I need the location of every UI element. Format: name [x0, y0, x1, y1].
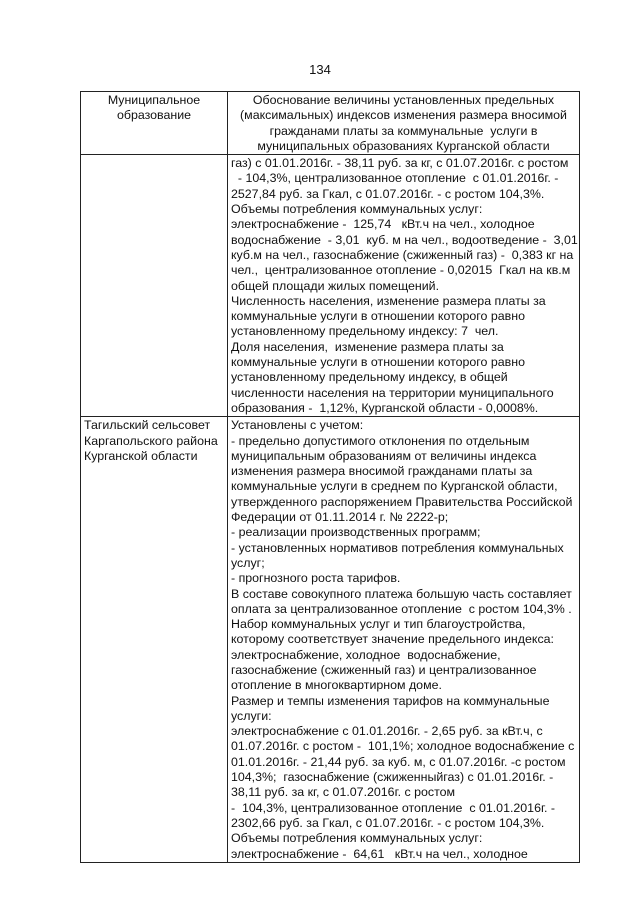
- municipality-cell: [81, 155, 228, 417]
- text-line: установленному предельному индексу: 7 чел.: [231, 324, 499, 339]
- table-row: [81, 417, 580, 863]
- text-line: утвержденного распоряжением Правительства Российской: [231, 494, 573, 509]
- text-line: - реализации производственных программ;: [231, 525, 481, 540]
- text-line: - прогнозного роста тарифов.: [231, 571, 401, 586]
- header-text: гражданами платы за коммунальные услуги в: [269, 123, 538, 138]
- text-line: электроснабжение, холодное водоснабжение,: [231, 647, 501, 662]
- text-line: которому соответствует значение предельного индекса:: [231, 632, 554, 647]
- text-line: - установленных нормативов потребления коммунальных: [231, 540, 564, 555]
- text-line: - 104,3%, централизованное отопление с 01.01.2016г. -: [231, 171, 559, 186]
- header-text: муниципальных образованиях Курганской области: [257, 138, 550, 153]
- text-line: В составе совокупного платежа большую часть составляет: [231, 586, 572, 601]
- text-line: газ) с 01.01.2016г. - 38,11 руб. за кг, с 01.07.2016г. с ростом: [231, 156, 569, 171]
- municipality-name: Тагильский сельсовет: [84, 418, 211, 433]
- table-row: [81, 155, 580, 417]
- text-line: общей площади жилых помещений.: [231, 278, 440, 293]
- header-text: Обоснование величины установленных предельных: [252, 93, 555, 107]
- justification-cell: [228, 155, 580, 417]
- text-line: куб.м на чел., газоснабжение (сжиженный газ) - 0,383 кг на: [231, 247, 574, 262]
- text-line: 104,3%; газоснабжение (сжиженныйгаз) с 01.01.2016г. -: [231, 770, 554, 785]
- text-line: Численность населения, изменение размера платы за: [231, 293, 546, 308]
- text-line: 2302,66 руб. за Гкал, с 01.07.2016г. - с ростом 104,3%.: [231, 815, 545, 830]
- text-line: Доля населения, изменение размера платы за: [231, 339, 504, 354]
- tariff-justification-table: [80, 91, 580, 863]
- text-line: электроснабжение с 01.01.2016г. - 2,65 руб. за кВт.ч, с: [231, 724, 543, 739]
- justification-cell: [228, 417, 580, 863]
- text-line: коммунальные услуги в среднем по Курганской области,: [231, 479, 558, 494]
- municipality-district: Каргапольского района: [84, 433, 218, 448]
- text-line: коммунальные услуги в отношении которого равно: [231, 355, 525, 370]
- municipality-region: Курганской области: [84, 448, 198, 463]
- text-line: изменения размера вносимой гражданами платы за: [231, 464, 533, 479]
- header-text: (максимальных) индексов изменения размера вносимой: [240, 108, 567, 123]
- text-line: отопление в многоквартирном доме.: [231, 678, 442, 693]
- text-line: 2527,84 руб. за Гкал, с 01.07.2016г. - с ростом 104,3%.: [231, 186, 545, 201]
- text-line: 38,11 руб. за кг, с 01.07.2016г. с ростом: [231, 785, 456, 800]
- text-line: 01.07.2016г. с ростом - 101,1%; холодное водоснабжение с: [231, 739, 575, 754]
- header-text: образование: [116, 108, 192, 123]
- header-justification: [228, 92, 580, 155]
- text-line: коммунальные услуги в отношении которого равно: [231, 309, 525, 324]
- text-line: услуг;: [231, 555, 265, 570]
- table-header-row: [81, 92, 580, 155]
- header-text: Муниципальное: [107, 93, 201, 107]
- text-line: электроснабжение - 125,74 кВт.ч на чел., холодное: [231, 217, 535, 232]
- header-municipality: [81, 92, 228, 155]
- text-line: Размер и темпы изменения тарифов на коммунальные: [231, 693, 550, 708]
- text-line: электроснабжение - 64,61 кВт.ч на чел., холодное: [231, 846, 528, 861]
- text-line: образования - 1,12%, Курганской области - 0,0008%.: [231, 400, 539, 415]
- text-line: водоснабжение - 3,01 куб. м на чел., водоотведение - 3,01: [231, 232, 578, 247]
- text-line: Набор коммунальных услуг и тип благоустройства,: [231, 617, 526, 632]
- text-line: численности населения на территории муниципального: [231, 385, 554, 400]
- text-line: услуги:: [231, 708, 272, 723]
- text-line: оплата за централизованное отопление с ростом 104,3% .: [231, 601, 572, 616]
- text-line: 01.01.2016г. - 21,44 руб. за куб. м, с 01.07.2016г. -с ростом: [231, 754, 566, 769]
- text-line: Федерации от 01.11.2014 г. № 2222-р;: [231, 510, 449, 525]
- text-line: Установлены с учетом:: [231, 418, 364, 433]
- municipality-cell: [81, 417, 228, 863]
- text-line: - предельно допустимого отклонения по отдельным: [231, 433, 530, 448]
- text-line: установленному предельному индексу, в общей: [231, 370, 508, 385]
- text-line: газоснабжение (сжиженный газ) и централизованное: [231, 662, 537, 677]
- text-line: Объемы потребления коммунальных услуг:: [231, 831, 483, 846]
- text-line: чел., централизованное отопление - 0,02015 Гкал на кв.м: [231, 263, 571, 278]
- text-line: Объемы потребления коммунальных услуг:: [231, 202, 483, 217]
- page-number: 134: [309, 62, 331, 77]
- text-line: муниципальным образованиям от величины индекса: [231, 448, 537, 463]
- text-line: - 104,3%, централизованное отопление с 01.01.2016г. -: [231, 800, 555, 815]
